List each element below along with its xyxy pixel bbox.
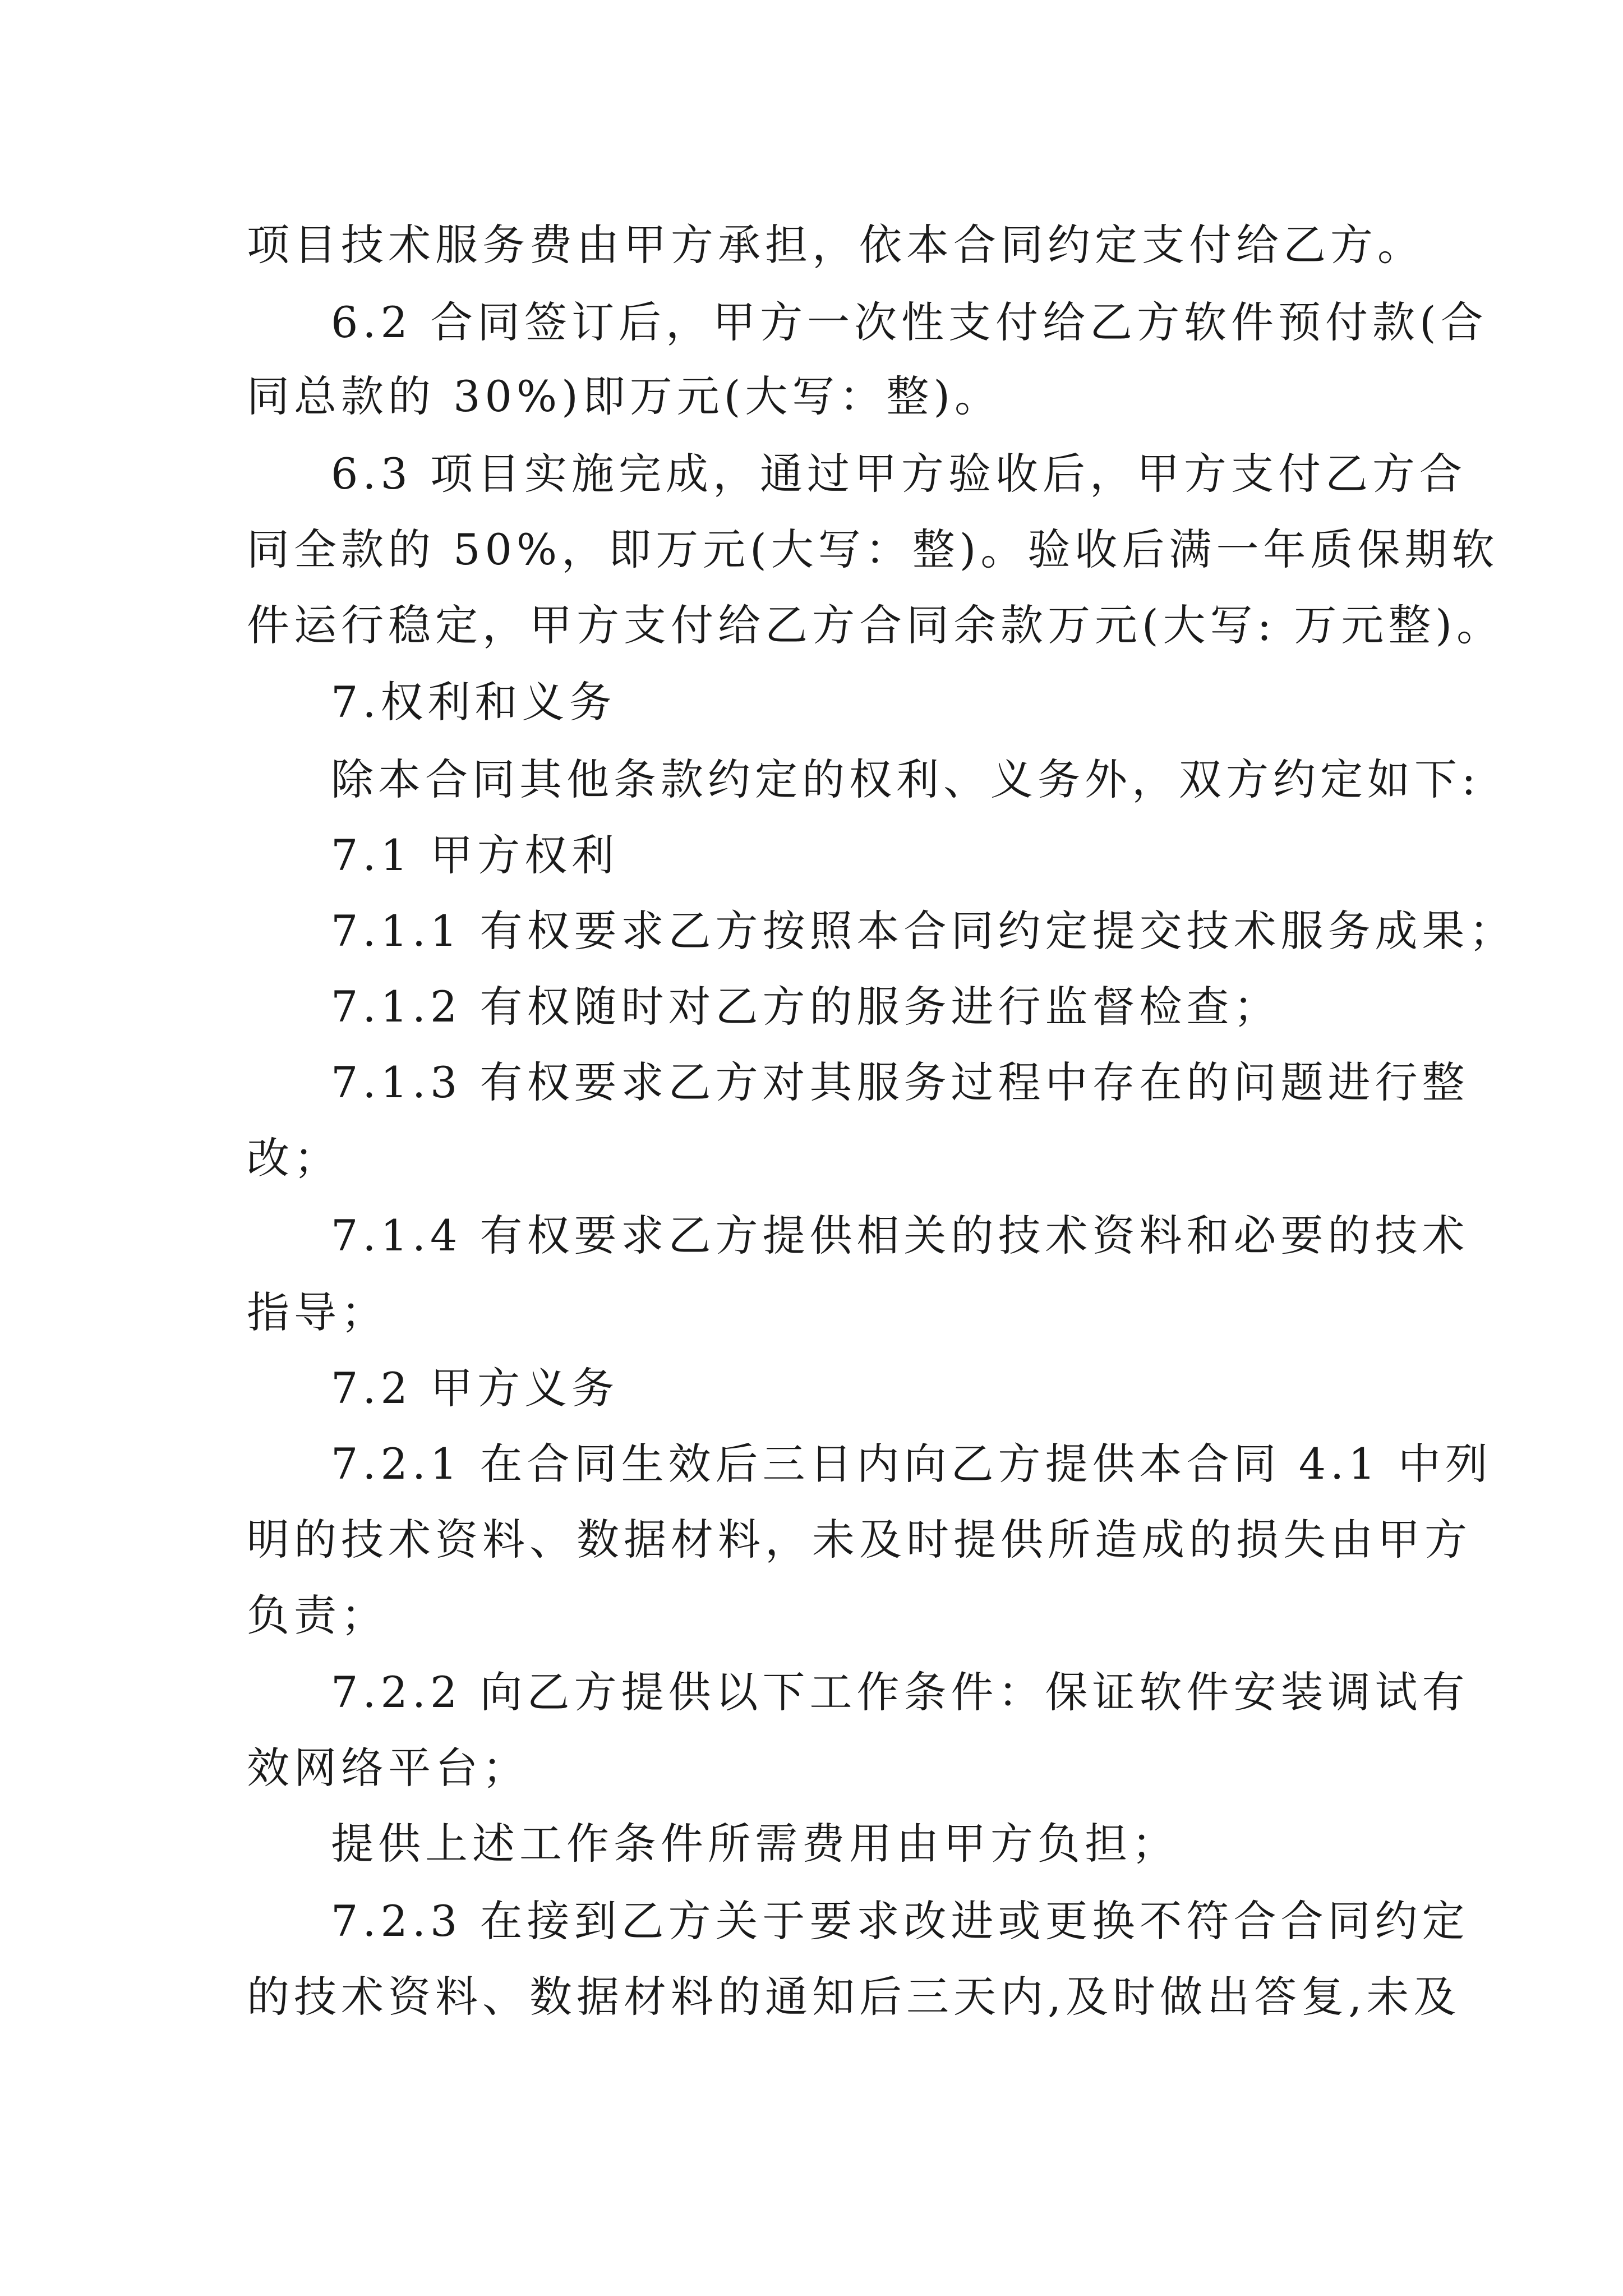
text-line: 项目技术服务费由甲方承担，依本合同约定支付给乙方。 [247, 220, 1424, 270]
section-heading: 7.权利和义务 [331, 677, 616, 727]
text-line: 7.1.3 有权要求乙方对其服务过程中存在的问题进行整 [331, 1057, 1469, 1107]
text-line: 7.1.2 有权随时对乙方的服务进行监督检查； [331, 982, 1281, 1032]
text-line: 同总款的 30%)即万元(大写：整)。 [247, 371, 1002, 421]
text-line: 除本合同其他条款约定的权利、义务外，双方约定如下: [331, 754, 1481, 804]
text-line: 6.3 项目实施完成，通过甲方验收后，甲方支付乙方合 [331, 449, 1467, 499]
text-line: 6.2 合同签订后，甲方一次性支付给乙方软件预付款(合 [331, 297, 1488, 347]
text-line: 明的技术资料、数据材料，未及时提供所造成的损失由甲方 [247, 1515, 1472, 1565]
text-line: 7.2.2 向乙方提供以下工作条件：保证软件安装调试有 [331, 1667, 1469, 1717]
text-line: 效网络平台； [247, 1743, 529, 1793]
text-line: 7.1.1 有权要求乙方按照本合同约定提交技术服务成果； [331, 906, 1516, 956]
text-line: 负责； [247, 1590, 388, 1640]
text-line: 改； [247, 1133, 341, 1183]
subsection-heading: 7.2 甲方义务 [331, 1363, 619, 1413]
text-line: 件运行稳定，甲方支付给乙方合同余款万元(大写: 万元整)。 [247, 600, 1504, 650]
text-line: 7.2.3 在接到乙方关于要求改进或更换不符合合同约定 [331, 1896, 1469, 1946]
text-line: 同全款的 50%，即万元(大写：整)。验收后满一年质保期软 [247, 524, 1499, 574]
subsection-heading: 7.1 甲方权利 [331, 830, 619, 880]
text-line: 7.1.4 有权要求乙方提供相关的技术资料和必要的技术 [331, 1211, 1469, 1260]
text-line: 的技术资料、数据材料的通知后三天内,及时做出答复,未及 [247, 1972, 1461, 2022]
text-line: 指导； [247, 1287, 388, 1337]
text-line: 7.2.1 在合同生效后三日内向乙方提供本合同 4.1 中列 [331, 1439, 1492, 1489]
text-line: 提供上述工作条件所需费用由甲方负担； [331, 1819, 1179, 1869]
